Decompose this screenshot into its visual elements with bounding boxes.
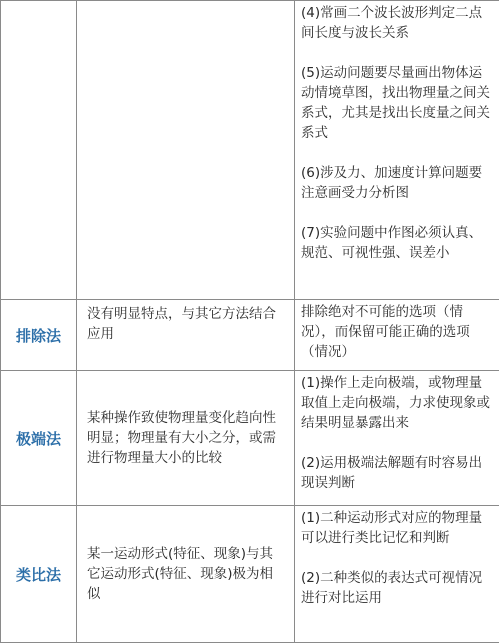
method-feature: 某种操作致使物理量变化趋向性明显；物理量有大小之分，或需进行物理量大小的比较	[77, 371, 295, 506]
method-name: 排除法	[1, 300, 77, 371]
method-feature: 某一运动形式(特征、现象)与其它运动形式(特征、现象)极为相似	[77, 506, 295, 643]
application-item: (1)二种运动形式对应的物理量可以进行类比记忆和判断	[301, 508, 495, 548]
table-row	[1, 300, 499, 371]
table-row	[1, 1, 499, 300]
table-row	[1, 506, 499, 643]
application-item: 排除绝对不可能的选项（情况），而保留可能正确的选项（情况）	[301, 302, 495, 362]
application-item: (7)实验问题中作图必须认真、规范、可视性强、误差小	[301, 223, 495, 263]
application-item: (2)运用极端法解题有时容易出现误判断	[301, 453, 495, 493]
method-name: 类比法	[1, 506, 77, 643]
method-feature	[77, 1, 295, 300]
method-application	[295, 371, 499, 506]
method-name	[1, 1, 77, 300]
method-application	[295, 506, 499, 643]
application-item: (1)操作上走向极端，或物理量取值上走向极端，力求使现象或结果明显暴露出来	[301, 373, 495, 433]
application-item: (6)涉及力、加速度计算问题要注意画受力分析图	[301, 163, 495, 203]
application-item: (4)常画二个波长波形判定二点间长度与波长关系	[301, 3, 495, 43]
method-name: 极端法	[1, 371, 77, 506]
application-item: (2)二种类似的表达式可视情况进行对比运用	[301, 568, 495, 608]
method-application	[295, 300, 499, 371]
application-item: (5)运动问题要尽量画出物体运动情境草图，找出物理量之间关系式，尤其是找出长度量之间关系式	[301, 63, 495, 143]
method-feature: 没有明显特点，与其它方法结合应用	[77, 300, 295, 371]
table-row	[1, 371, 499, 506]
method-application	[295, 1, 499, 300]
